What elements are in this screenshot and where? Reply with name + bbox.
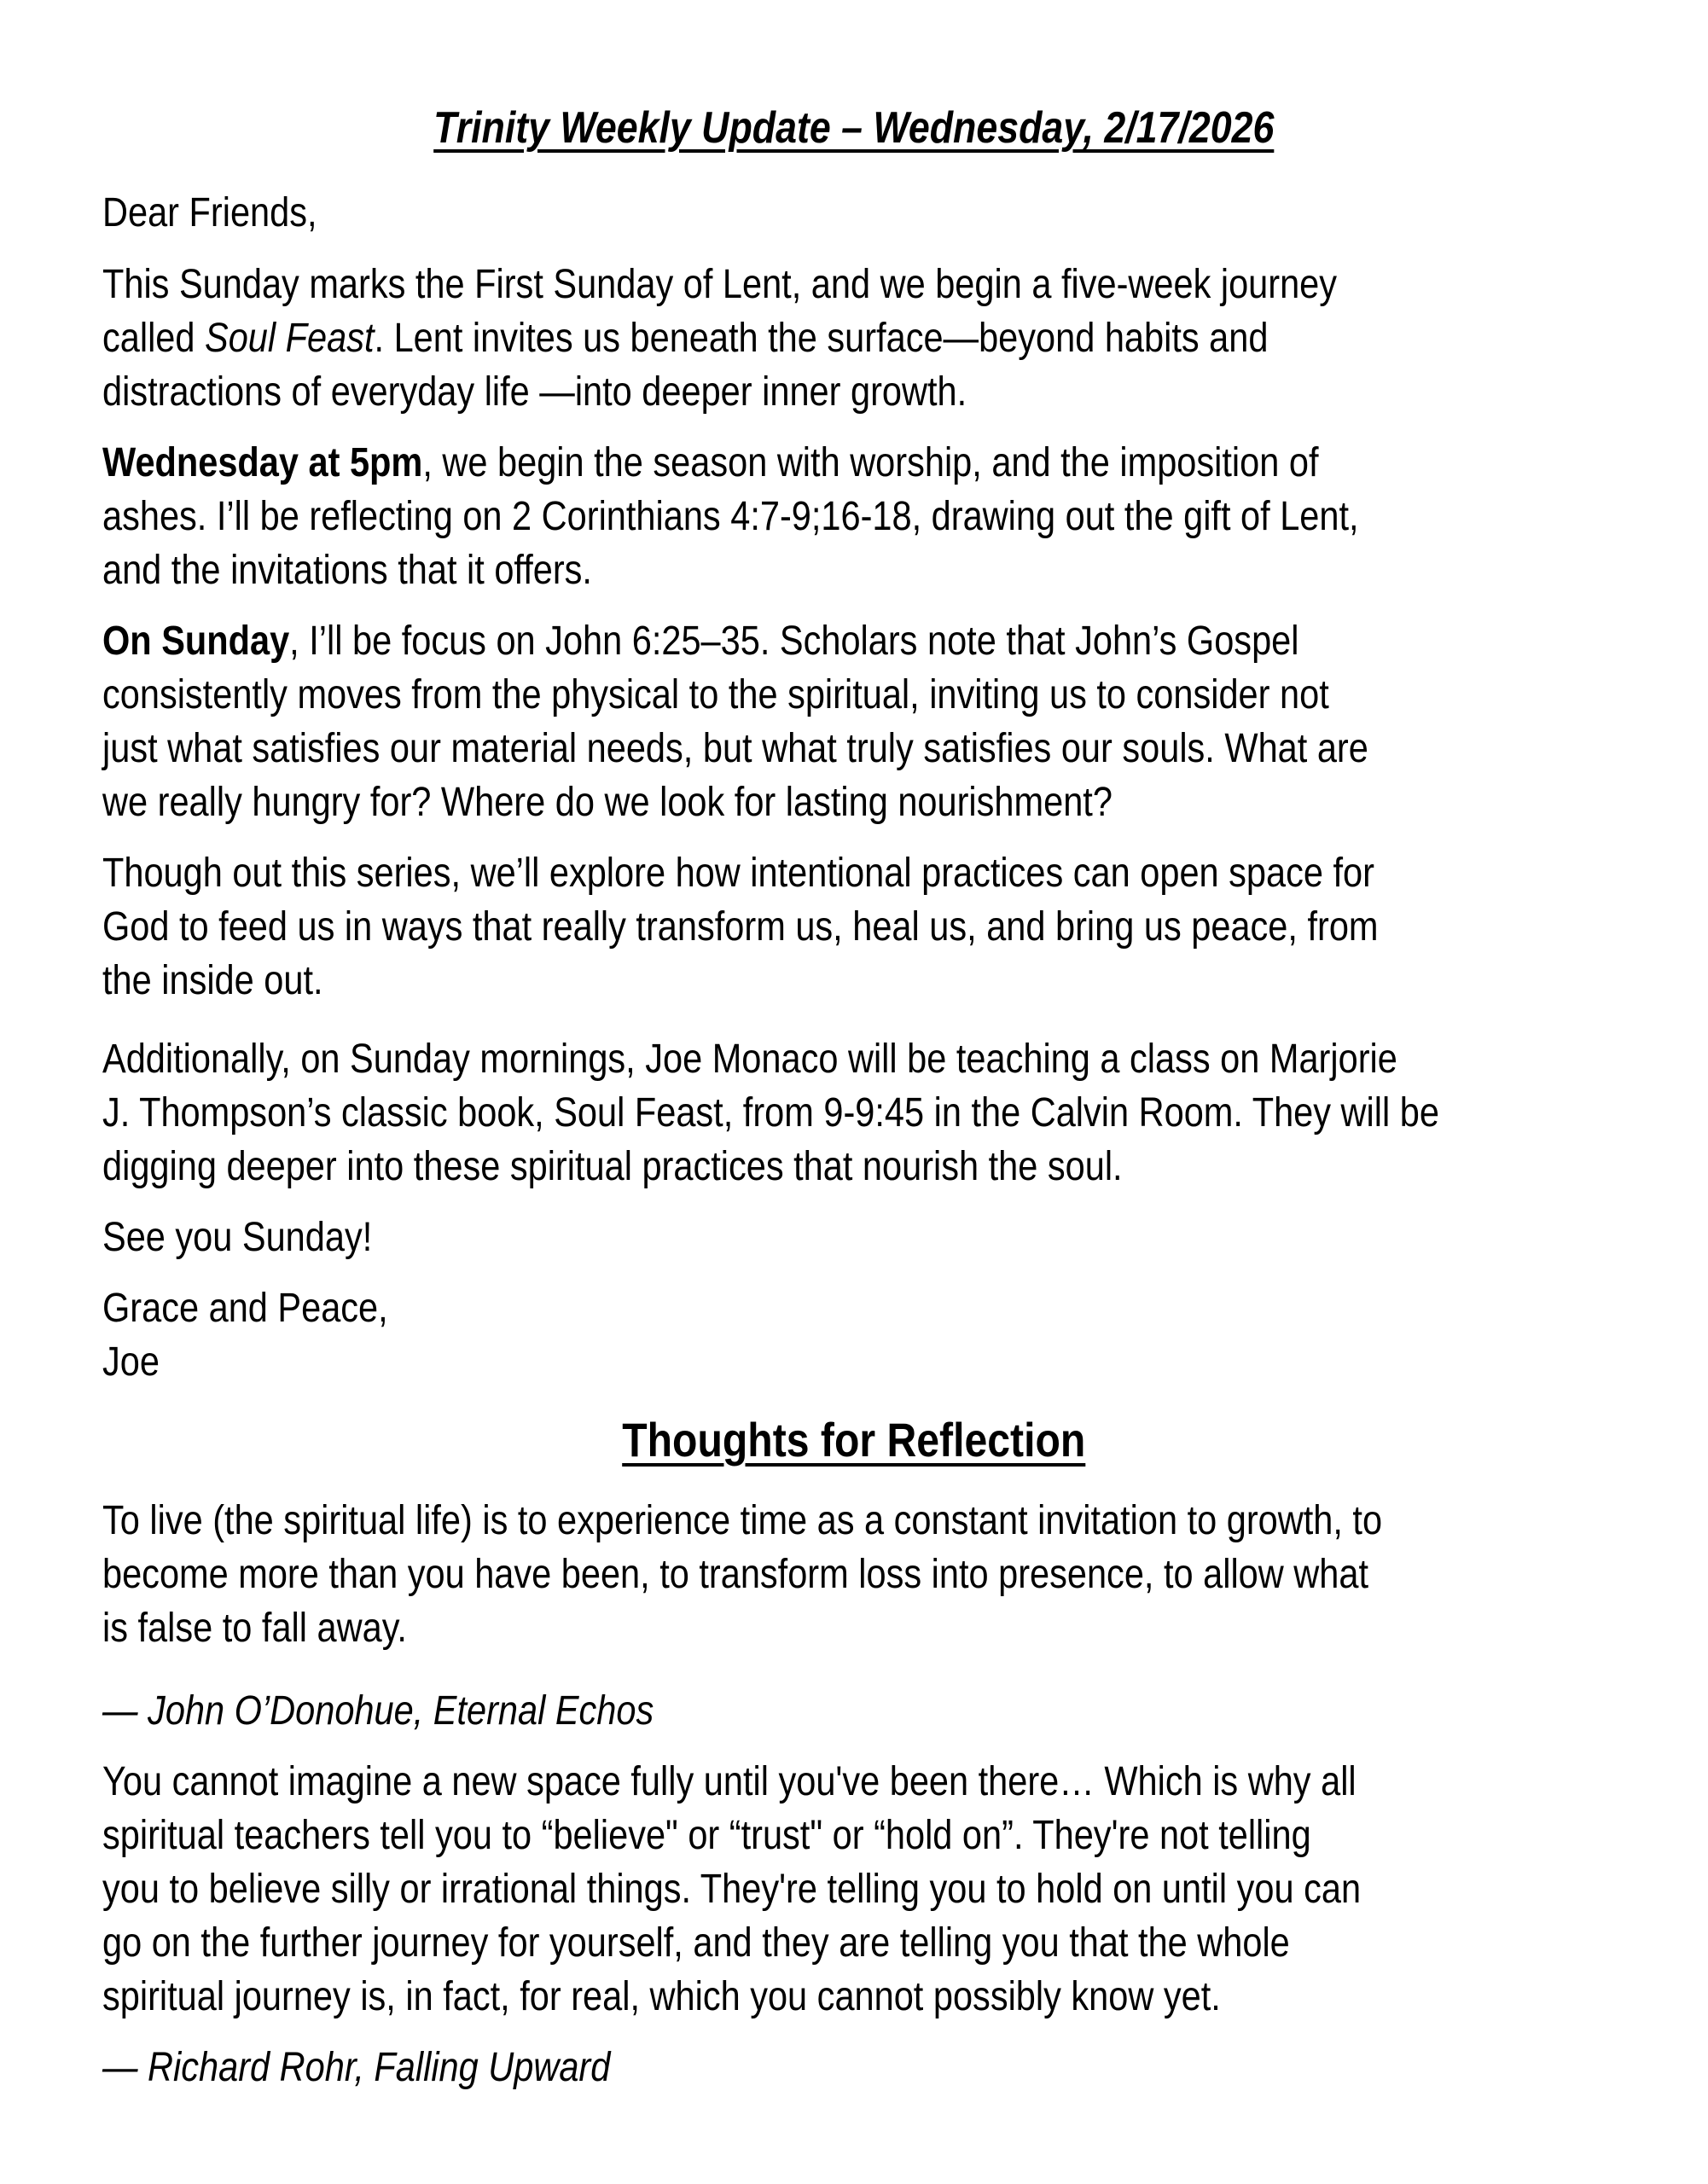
paragraph-2-line-2: ashes. I’ll be reflecting on 2 Corinthians 4:7-9;16-18, drawing out the gift of Lent,	[102, 494, 1359, 539]
paragraph-3-line-1	[102, 621, 1298, 662]
quote-2-line-2: spiritual teachers tell you to “believe" or “trust" or “hold on”. They're not telling	[102, 1813, 1311, 1858]
text: . Lent invites us beneath the surface—beyond habits and	[374, 316, 1269, 361]
paragraph-2-line-3: and the invitations that it offers.	[102, 548, 592, 593]
text: , I’ll be focus on John 6:25–35. Scholars note that John’s Gospel	[289, 619, 1299, 664]
paragraph-1-line-2	[102, 318, 1268, 359]
quote-2-line-5: spiritual journey is, in fact, for real, which you cannot possibly know yet.	[102, 1974, 1221, 2019]
paragraph-1-line-1: This Sunday marks the First Sunday of Lent, and we begin a five-week journey	[102, 262, 1338, 307]
wednesday-label: Wednesday at 5pm	[102, 440, 423, 485]
paragraph-4-line-3: the inside out.	[102, 958, 323, 1003]
paragraph-3-line-3: just what satisfies our material needs, but what truly satisfies our souls. What are	[102, 726, 1368, 771]
quote-2-attribution: — Richard Rohr, Falling Upward	[102, 2045, 611, 2090]
paragraph-5-line-2: J. Thompson’s classic book, Soul Feast, from 9-9:45 in the Calvin Room. They will be	[102, 1090, 1439, 1136]
paragraph-5-line-1: Additionally, on Sunday mornings, Joe Monaco will be teaching a class on Marjorie	[102, 1037, 1397, 1082]
paragraph-4-line-2: God to feed us in ways that really transform us, heal us, and bring us peace, from	[102, 904, 1379, 950]
quote-1-attribution: — John O’Donohue, Eternal Echos	[102, 1688, 654, 1734]
quote-2-line-3: you to believe silly or irrational things. They're telling you to hold on until you can	[102, 1867, 1362, 1912]
paragraph-1-line-3: distractions of everyday life —into deeper inner growth.	[102, 369, 967, 415]
page-title-text: Trinity Weekly Update – Wednesday, 2/17/2026	[433, 103, 1275, 153]
reflection-heading-text: Thoughts for Reflection	[622, 1413, 1086, 1467]
quote-1-line-3: is false to fall away.	[102, 1606, 407, 1651]
greeting: Dear Friends,	[102, 190, 317, 235]
page-title	[0, 103, 1708, 153]
signature: Joe	[102, 1339, 160, 1385]
series-name-soul-feast: Soul Feast	[205, 316, 375, 361]
paragraph-4-line-1: Though out this series, we’ll explore how intentional practices can open space for	[102, 851, 1374, 896]
sunday-label: On Sunday	[102, 619, 290, 664]
closing-line: See you Sunday!	[102, 1215, 373, 1260]
quote-2-line-1: You cannot imagine a new space fully until you've been there… Which is why all	[102, 1759, 1357, 1804]
quote-1-line-2: become more than you have been, to transform loss into presence, to allow what	[102, 1552, 1369, 1597]
paragraph-5-line-3: digging deeper into these spiritual practices that nourish the soul.	[102, 1144, 1123, 1189]
text: called	[102, 316, 206, 361]
signoff: Grace and Peace,	[102, 1286, 388, 1331]
quote-1-line-1: To live (the spiritual life) is to experience time as a constant invitation to growth, to	[102, 1498, 1383, 1543]
paragraph-2-line-1	[102, 440, 1319, 485]
paragraph-3-line-4: we really hungry for? Where do we look for lasting nourishment?	[102, 780, 1113, 825]
reflection-heading	[0, 1413, 1708, 1467]
text: , we begin the season with worship, and the imposition of	[422, 440, 1319, 485]
quote-2-line-4: go on the further journey for yourself, and they are telling you that the whole	[102, 1920, 1290, 1966]
paragraph-3-line-2: consistently moves from the physical to the spiritual, inviting us to consider not	[102, 672, 1329, 717]
